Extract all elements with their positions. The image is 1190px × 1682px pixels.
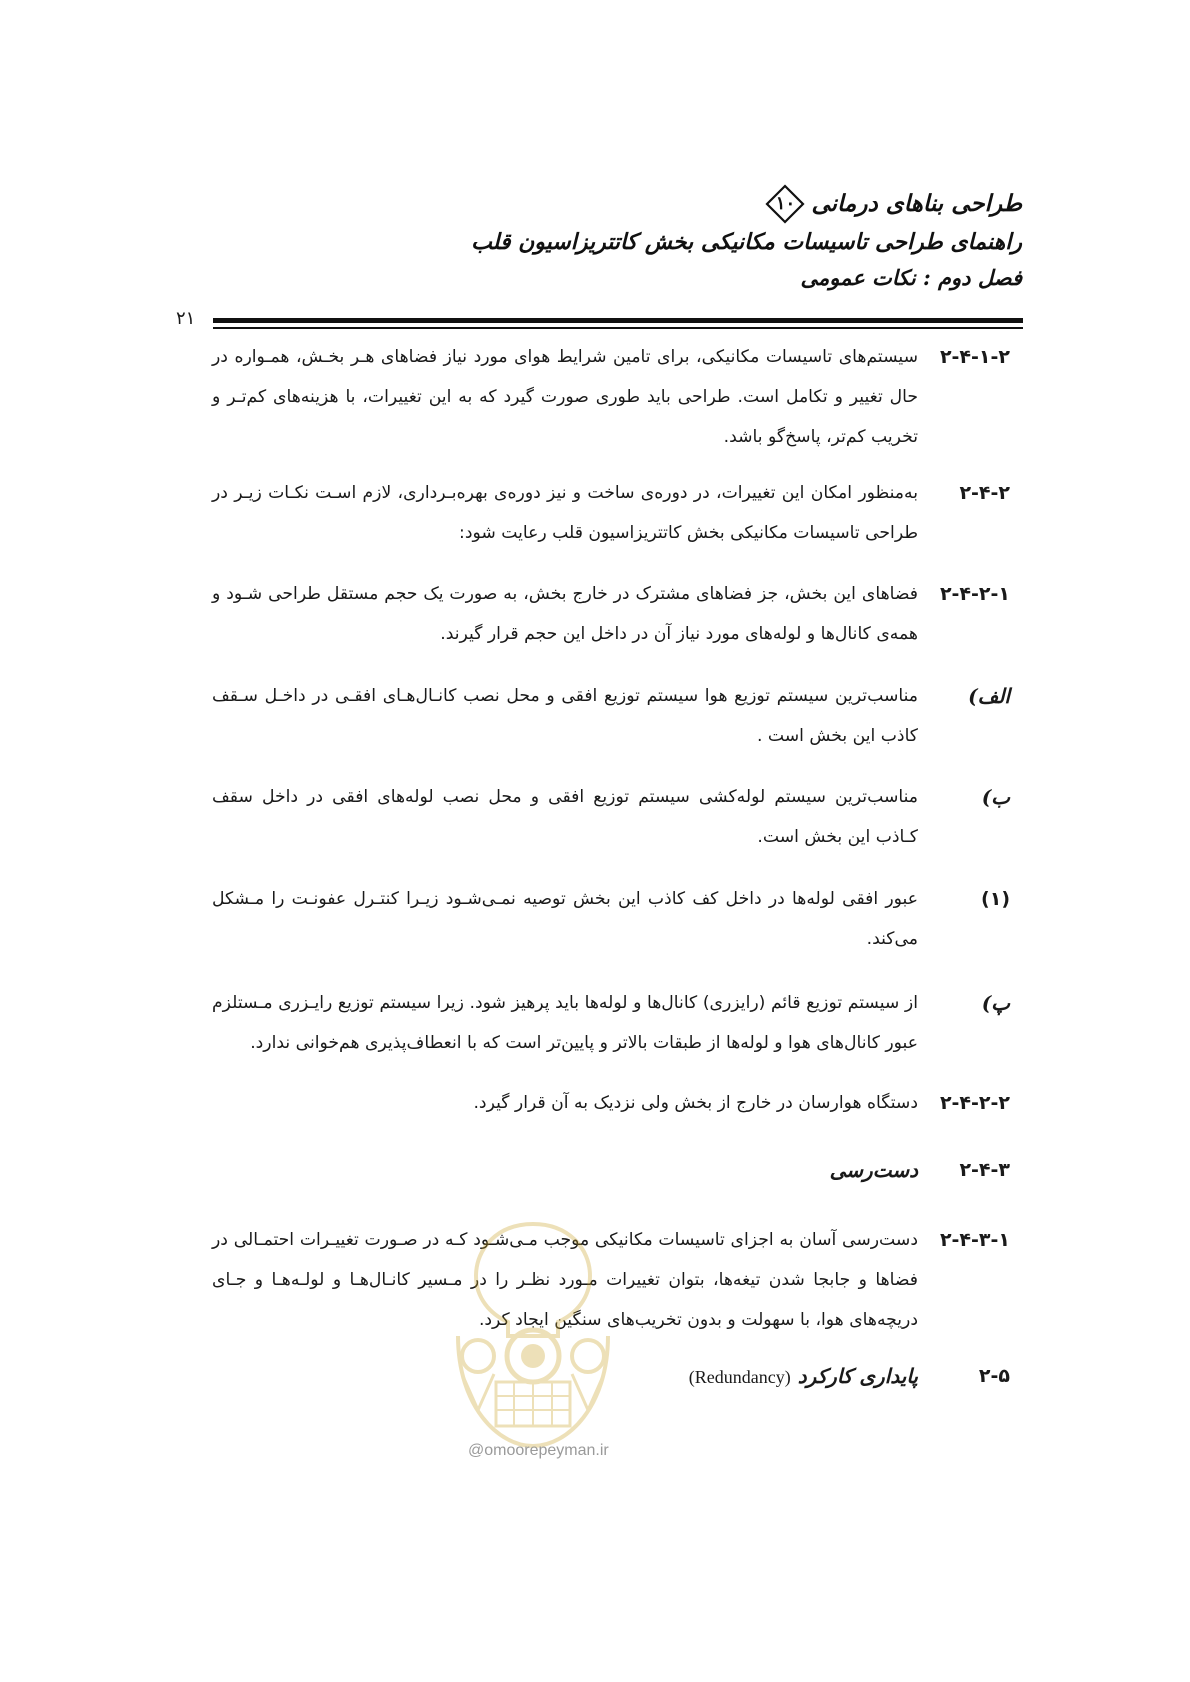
chapter-number: ۱۰ — [775, 193, 796, 214]
section-number: ۲-۴-۲-۱ — [939, 583, 1010, 605]
section-2-4-3 — [158, 1150, 1010, 1190]
section-text: فضاهای این بخش، جز فضاهای مشترک در خارج بخش، به صورت یک حجم مستقل طراحی شـود و همه‌ی کانال‌ها و لوله‌های مورد نیاز آن در داخل این حجم قرار گیرند. — [212, 584, 918, 644]
page-number: ۲۱ — [176, 308, 196, 329]
section-text: دست‌رسی آسان به اجزای تاسیسات مکانیکی موجب مـی‌شـود کـه در صـورت تغییـرات احتمـالی در فضاها و جابجا شدن تیغه‌ها، بتوان تغییرات مـورد نظـر را در مـسیر کانـال‌هـا و لولـه‌هـا و جـای دریچه‌های هوا، با سهولت و بدون تخریب‌های سنگین ایجاد کرد. — [212, 1230, 918, 1330]
section-text: دستگاه هوارسان در خارج از بخش ولی نزدیک به آن قرار گیرد. — [473, 1093, 918, 1113]
section-number: ۲-۴-۱-۲ — [939, 346, 1010, 368]
item-text: مناسب‌ترین سیستم لوله‌کشی سیستم توزیع افقی و محل نصب لوله‌های افقی در داخل سقف کـاذب این بخش است. — [212, 787, 918, 847]
item-text: از سیستم توزیع قائم (رایزری) کانال‌ها و لوله‌ها باید پرهیز شود. زیرا سیستم توزیع رایـزری مـستلزم عبور کانال‌های هوا و لوله‌ها از طبقات بالاتر و پایین‌تر است که با انعطاف‌پذیری هم‌خوانی ندارد. — [212, 993, 918, 1053]
section-title-text: پایداری کارکرد — [797, 1364, 918, 1388]
item-label: (۱) — [981, 888, 1010, 910]
section-number: ۲-۴-۳ — [959, 1159, 1010, 1181]
at-icon: @ — [468, 1442, 485, 1459]
document-header — [322, 184, 1022, 296]
item-alef — [158, 676, 1010, 756]
section-2-4-2 — [158, 473, 1010, 553]
chapter-badge — [765, 184, 805, 224]
watermark-url-text: omoorepeyman.ir — [484, 1442, 609, 1459]
item-text: عبور افقی لوله‌ها در داخل کف کاذب این بخش توصیه نمـی‌شـود زیـرا کنتـرل عفونـت را مـشکل می‌کند. — [212, 889, 918, 949]
item-label: پ) — [981, 991, 1010, 1015]
item-1 — [158, 879, 1010, 959]
section-title: دست‌رسی — [829, 1158, 918, 1182]
item-be — [158, 777, 1010, 857]
item-label: ب) — [981, 785, 1010, 809]
section-text: به‌منظور امکان این تغییرات، در دوره‌ی ساخت و نیز دوره‌ی بهره‌بـرداری، لازم اسـت نکـات زیـر در طراحی تاسیسات مکانیکی بخش کاتتریزاسیون قلب رعایت شود: — [212, 483, 918, 543]
item-pe — [158, 983, 1010, 1063]
section-number: ۲-۵ — [978, 1365, 1010, 1387]
section-number: ۲-۴-۲-۲ — [939, 1092, 1010, 1114]
item-text: مناسب‌ترین سیستم توزیع هوا سیستم توزیع افقی و محل نصب کانـال‌هـای افقـی در داخـل سـقف کاذب این بخش است . — [212, 686, 918, 746]
section-number: ۲-۴-۲ — [959, 482, 1010, 504]
section-2-4-2-2 — [158, 1083, 1010, 1123]
section-text: سیستم‌های تاسیسات مکانیکی، برای تامین شرایط هوای مورد نیاز فضاهای هـر بخـش، همـواره در حال تغییر و تکامل است. طراحی باید طوری صورت گیرد که به این تغییرات، با هزینه‌های کم‌تـر و تخریب کم‌تر، پاسخ‌گو باشد. — [212, 347, 918, 447]
header-divider-thin — [213, 327, 1023, 329]
chapter-title: فصل دوم : نکات عمومی — [800, 265, 1022, 290]
section-title — [689, 1356, 918, 1397]
watermark-url — [468, 1442, 609, 1460]
section-number: ۲-۴-۳-۱ — [939, 1229, 1010, 1251]
section-2-4-2-1 — [158, 574, 1010, 654]
series-title-row — [322, 184, 1022, 224]
watermark-logo — [438, 1206, 628, 1456]
item-label: الف) — [968, 684, 1010, 708]
section-2-4-1-2 — [158, 337, 1010, 457]
series-title: طراحی بناهای درمانی — [811, 190, 1022, 217]
guide-title: راهنمای طراحی تاسیسات مکانیکی بخش کاتتریزاسیون قلب — [471, 229, 1022, 255]
section-title-latin: (Redundancy) — [688, 1367, 791, 1387]
header-divider-thick — [213, 318, 1023, 323]
